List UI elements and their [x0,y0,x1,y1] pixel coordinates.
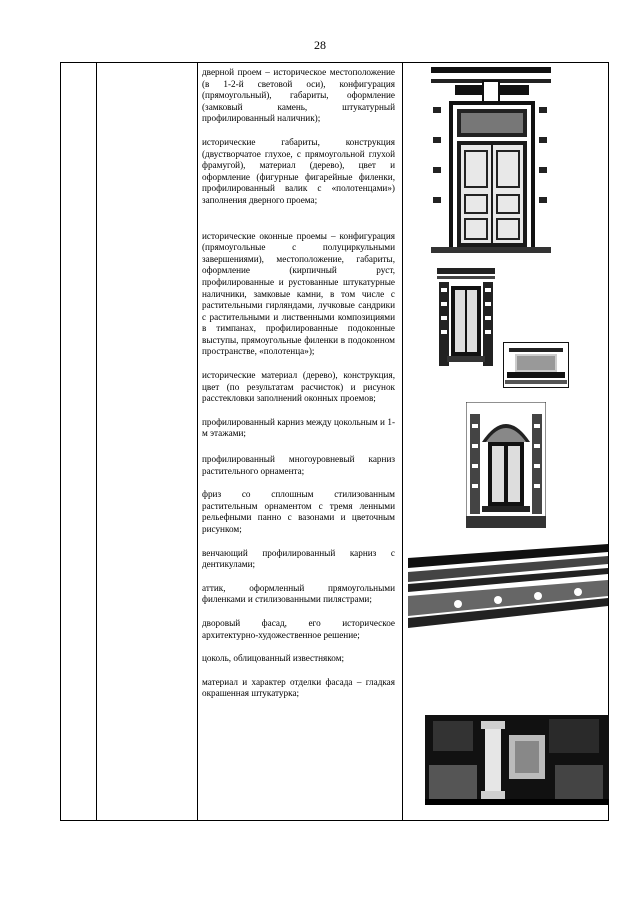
paragraph-frieze: фриз со сплошным стилизованным растительным орнаментом с тремя ленными рельефными панно с вазонами и цветочным рисунком; [202,489,395,534]
paragraph-attic: аттик, оформленный прямоугольными филенками и стилизованными пилястрами; [202,582,395,605]
paragraph-courtyard-facade: дворовый фасад, его историческое архитектурно-художественное решение; [202,617,395,640]
cornice-photo [408,544,608,636]
column-divider [402,63,403,820]
arched-window-photo [466,402,546,528]
paragraph-window-openings: исторические оконные проемы – конфигурация (прямоугольные с полуциркульными завершениями), местоположение, габариты, оформление (кирпичный руст, профилированные и рустованные штукатурные наличники, замковые камни, в том числе с растительными гирляндами, лучковые сандрики с растительными и лиственными композициями в тимпанах, профилированные подоконные выступы, прямоугольные филенки в подоконном пространстве, «полотенца»); [202,230,395,357]
paragraph-crowning-cornice: венчающий профилированный карниз с дентикулами; [202,547,395,570]
paragraph-door-fill: исторические габариты, конструкция (двустворчатое глухое, с прямоугольной глухой фрамугой), материал (дерево), цвет и оформление (фигурные фигарейные филенки, профилированный валик с «полотенцами») заполнения дверного проема; [202,136,395,205]
description-column [202,67,395,700]
paragraph-plinth: цоколь, облицованный известняком; [202,653,345,664]
courtyard-photo [425,715,609,805]
column-divider [96,63,97,820]
paragraph-window-fill: исторические материал (дерево), конструкция, цвет (по результатам расчисток) и рисунок расстекловки заполнений оконных проемов; [202,370,395,404]
door-photo [431,67,551,253]
window-arch-photo [437,268,495,366]
paragraph-facade-finish: материал и характер отделки фасада – гладкая окрашенная штукатурка; [202,676,395,699]
window-sill-photo [503,342,569,388]
paragraph-plinth-cornice: профилированный карниз между цокольным и 1-м этажами; [202,416,395,439]
page-number: 28 [314,38,326,52]
paragraph-door-opening: дверной проем – историческое местоположение (в 1-2-й световой оси), конфигурация (прямоугольный), габариты, оформление (замковый камень, штукатурный профилированный наличник); [202,67,395,124]
paragraph-ornament-cornice: профилированный многоуровневый карниз растительного орнамента; [202,454,395,476]
column-divider [197,63,198,820]
